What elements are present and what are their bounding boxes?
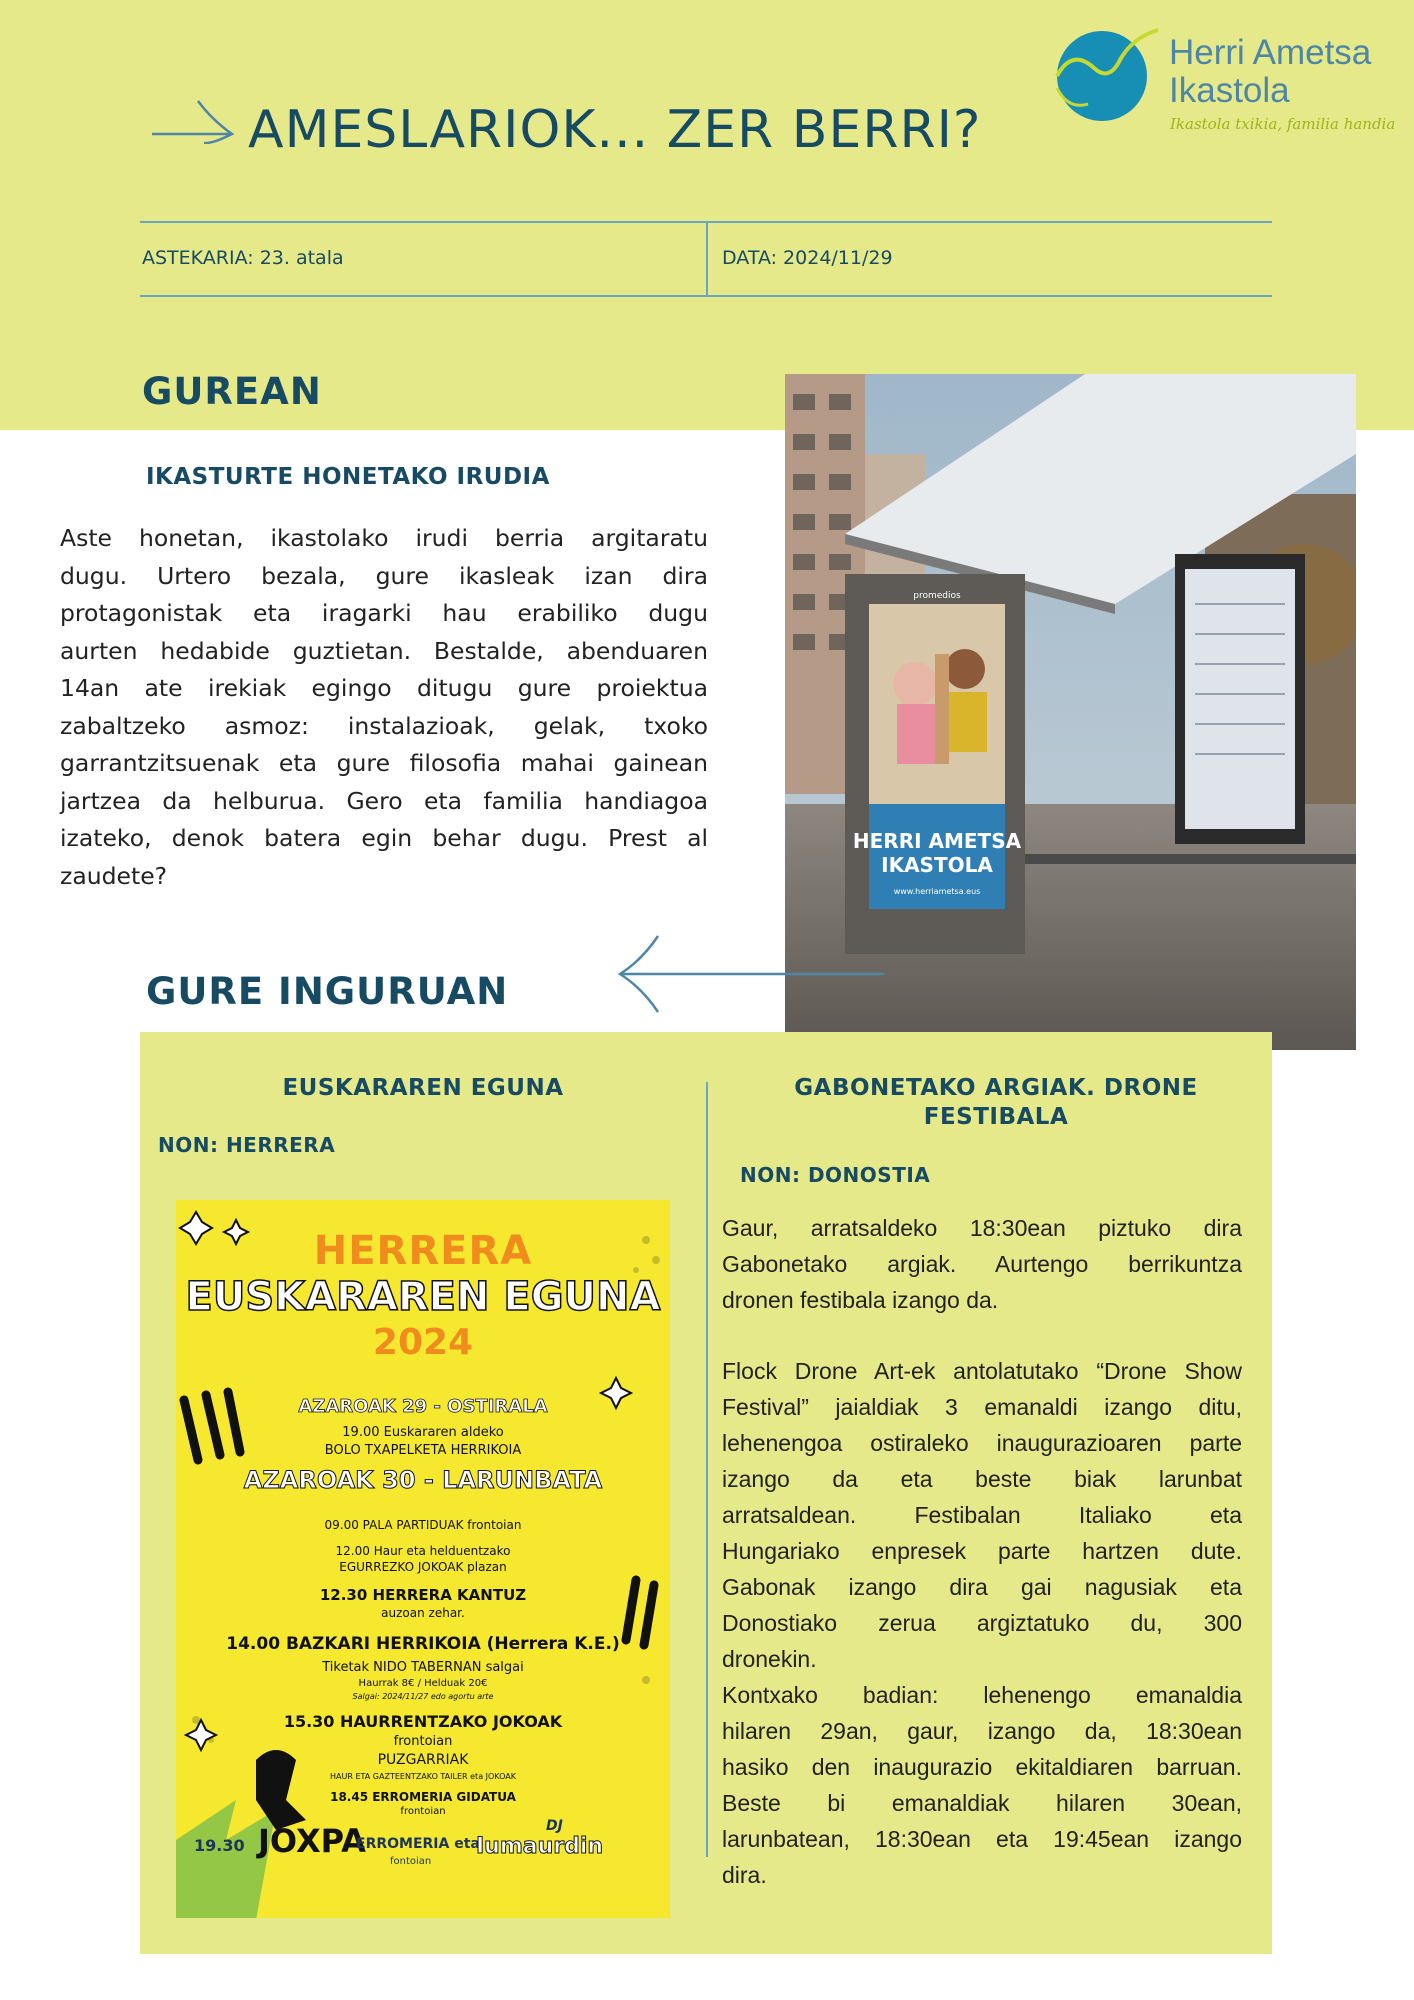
poster-day1-item2: BOLO TXAPELKETA HERRIKOIA — [324, 1443, 522, 1458]
gurean-text-line: zabaltzeko asmoz: instalazioak, gelak, txoko — [60, 711, 708, 740]
poster-event6b: frontoian — [400, 1806, 446, 1817]
page-title: AMESLARIOK... ZER BERRI? — [248, 100, 982, 160]
poster-event7-dj: DJ — [546, 1818, 563, 1834]
drone-p2-line: hasiko den inaugurazio ekitaldiaren barruan. — [722, 1754, 1242, 1780]
logo-mark-icon — [1054, 18, 1166, 130]
drone-p2-line: lehenengoa ostiraleko inaugurazioaren parte — [722, 1430, 1242, 1456]
poster-day1: AZAROAK 29 - OSTIRALA — [298, 1396, 548, 1417]
issue-number: ASTEKARIA: 23. atala — [142, 247, 344, 269]
poster-event5d: HAUR ETA GAZTEENTZAKO TAILER eta JOKOAK — [330, 1772, 516, 1781]
drone-p2-line: Flock Drone Art-ek antolatutako “Drone Show — [722, 1358, 1242, 1384]
event-title-drone-line1: GABONETAKO ARGIAK. DRONE — [794, 1075, 1198, 1101]
subtitle-irudia: IKASTURTE HONETAKO IRUDIA — [146, 464, 550, 490]
drone-p1-line: Gabonetako argiak. Aurtengo berrikuntza — [722, 1251, 1242, 1277]
poster-event7-text2: fontoian — [390, 1856, 432, 1867]
poster-event5a: 15.30 HAURRENTZAKO JOKOAK — [283, 1712, 563, 1731]
issue-date: DATA: 2024/11/29 — [722, 247, 893, 269]
events-divider — [706, 1082, 708, 1857]
drone-p2-line: hilaren 29an, gaur, izango da, 18:30ean — [722, 1718, 1242, 1744]
drone-p1-line: dronen festibala izango da. — [722, 1287, 999, 1313]
poster-herrera: HERRERA — [313, 1228, 533, 1274]
drone-p2-line: Beste bi emanaldiak hilaren 30ean, — [722, 1790, 1242, 1816]
drone-paragraph-2 — [722, 1353, 1242, 1893]
arrow-right-icon — [150, 98, 236, 144]
event-title-drone — [720, 1074, 1272, 1132]
gurean-text-line: zaudete? — [60, 861, 168, 890]
section-title-inguruan: GURE INGURUAN — [146, 970, 509, 1013]
ad-line-1: HERRI AMETSA — [852, 829, 1022, 853]
poster-event3a: 12.30 HERRERA KANTUZ — [319, 1586, 527, 1604]
section-title-gurean: GUREAN — [142, 370, 322, 413]
drone-p2-line: Donostiako zerua argiztatuko du, 300 — [722, 1610, 1242, 1636]
poster-event2a: 12.00 Haur eta helduentzako — [335, 1544, 511, 1558]
poster-title: EUSKARAREN EGUNA — [185, 1274, 661, 1320]
poster-event4c: Haurrak 8€ / Helduak 20€ — [358, 1678, 488, 1689]
poster-event4d: Salgai: 2024/11/27 edo agortu arte — [352, 1692, 494, 1701]
drone-p2-line: Gabonak izango dira gai nagusiak eta — [722, 1574, 1242, 1600]
poster-event7-djname: Iumaurdin — [476, 1834, 604, 1859]
poster-event1: 09.00 PALA PARTIDUAK frontoian — [324, 1518, 522, 1532]
meta-divider — [706, 221, 708, 296]
drone-p2-line: izango da eta beste biak larunbat — [722, 1466, 1242, 1492]
event-location-herrera: NON: HERRERA — [158, 1133, 336, 1157]
drone-p2-line: Hungariako enpresek parte hartzen dute. — [722, 1538, 1242, 1564]
gurean-paragraph — [60, 520, 708, 895]
poster-day1-item1: 19.00 Euskararen aldeko — [342, 1425, 504, 1440]
drone-p2-line: arratsaldean. Festibalan Italiako eta — [722, 1502, 1242, 1528]
gurean-text-line: Aste honetan, ikastolako irudi berria argitaratu — [60, 524, 708, 552]
poster-event5b: frontoian — [393, 1734, 453, 1749]
poster-day2: AZAROAK 30 - LARUNBATA — [243, 1466, 603, 1494]
logo — [1054, 18, 1414, 148]
gurean-text-line: 14an ate irekiak egingo ditugu gure proiektua — [60, 674, 708, 702]
ad-url: www.herriametsa.eus — [893, 887, 981, 896]
poster-event5c: PUZGARRIAK — [377, 1752, 469, 1768]
logo-name-2: Ikastola — [1169, 71, 1290, 110]
event-location-donostia: NON: DONOSTIA — [740, 1163, 931, 1187]
gurean-text-line: izateko, denok batera egin behar dugu. Prest al — [60, 824, 708, 852]
poster-event7-band: JOXPA — [258, 1822, 366, 1860]
arrow-left-icon — [616, 932, 886, 1016]
gurean-text-line: garrantzitsuenak eta gure filosofia mahai gainean — [60, 749, 708, 777]
drone-paragraph-1 — [722, 1210, 1242, 1318]
ad-line-2: IKASTOLA — [881, 853, 993, 877]
poster-event2b: EGURREZKO JOKOAK plazan — [339, 1560, 507, 1574]
poster-event4: 14.00 BAZKARI HERRIKOIA (Herrera K.E.) — [226, 1634, 620, 1654]
drone-p2-line: dronekin. — [722, 1646, 817, 1672]
gurean-text-line: jartzea da helburua. Gero eta familia handiagoa — [60, 786, 708, 815]
gurean-text-line: aurten hedabide guztietan. Bestalde, abenduaren — [60, 636, 708, 665]
event-poster — [176, 1200, 670, 1918]
drone-p2-line: Festival” jaialdiak 3 emanaldi izango ditu, — [722, 1394, 1242, 1420]
drone-p2-line: dira. — [722, 1862, 767, 1888]
logo-name: Herri Ametsa — [1169, 33, 1372, 72]
poster-event7-time: 19.30 — [194, 1836, 245, 1855]
gurean-text-line: protagonistak eta iragarki hau erabiliko dugu — [60, 599, 708, 627]
gurean-text-line: dugu. Urtero bezala, gure ikasleak izan dira — [60, 561, 708, 590]
logo-tagline: Ikastola txikia, familia handia — [1170, 115, 1396, 133]
event-title-euskara: EUSKARAREN EGUNA — [282, 1075, 564, 1101]
ad-brand: promedios — [913, 591, 961, 601]
poster-event6a: 18.45 ERROMERIA GIDATUA — [330, 1790, 516, 1804]
poster-event4b: Tiketak NIDO TABERNAN salgai — [322, 1660, 524, 1675]
drone-p1-line: Gaur, arratsaldeko 18:30ean piztuko dira — [722, 1215, 1242, 1241]
poster-year: 2024 — [372, 1322, 474, 1363]
drone-p2-line: Kontxako badian: lehenengo emanaldia — [722, 1682, 1242, 1708]
poster-event7-text: ERROMERIA eta — [356, 1836, 480, 1852]
drone-p2-line: larunbatean, 18:30ean eta 19:45ean izango — [722, 1826, 1242, 1852]
event-title-drone-line2: FESTIBALA — [923, 1104, 1069, 1130]
poster-event3b: auzoan zehar. — [381, 1606, 465, 1620]
